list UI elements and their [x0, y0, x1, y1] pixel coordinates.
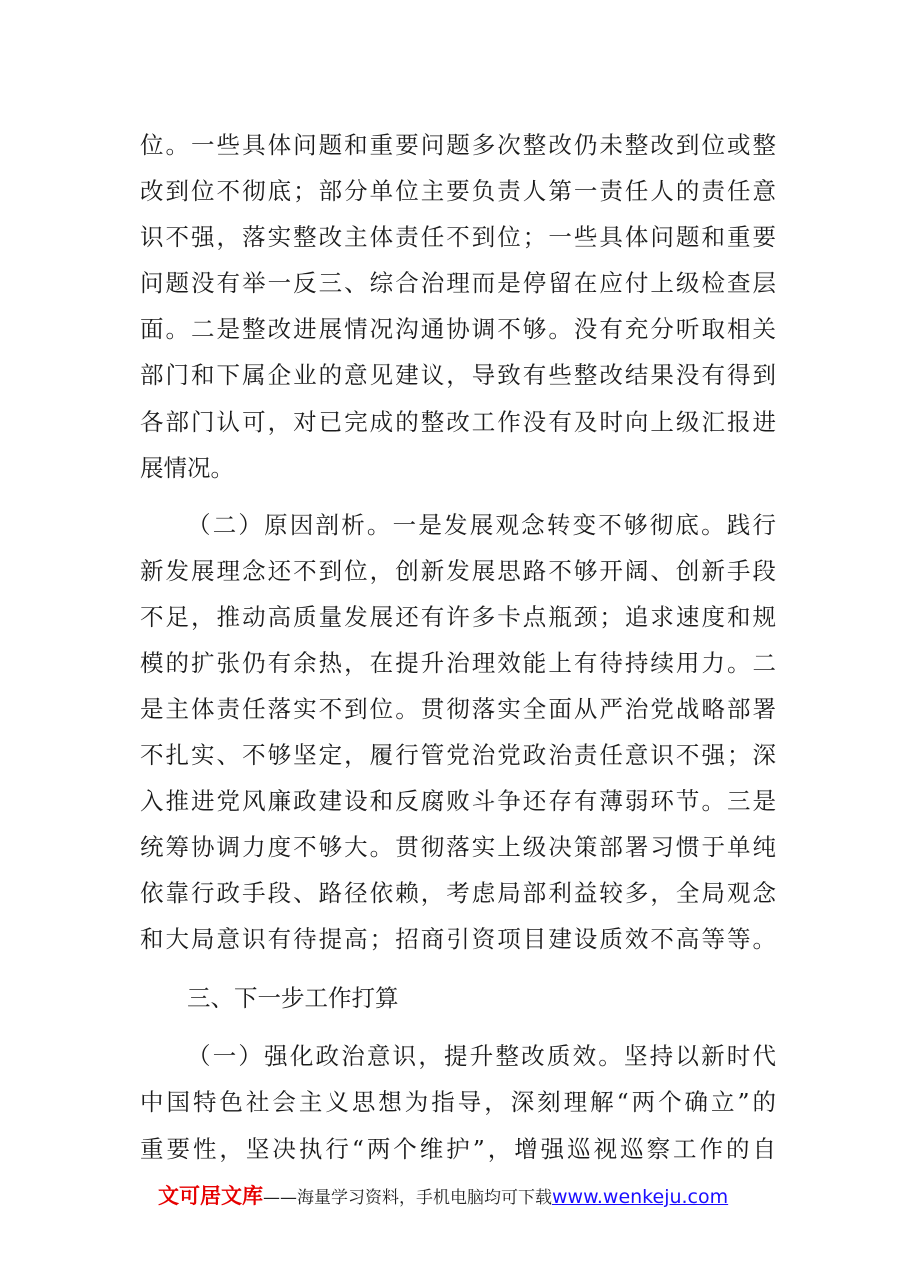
paragraph-line: 和大局意识有待提高；招商引资项目建设质效不高等等。 [140, 925, 776, 953]
paragraph-line: 统筹协调力度不够大。贯彻落实上级决策部署习惯于单纯 [140, 833, 776, 861]
paragraph-line: （一）强化政治意识，提升整改质效。坚持以新时代 [187, 1042, 776, 1070]
section-heading: 三、下一步工作打算 [187, 984, 399, 1012]
paragraph-line: 各部门认可，对已完成的整改工作没有及时向上级汇报进 [140, 408, 776, 436]
paragraph-line: 是主体责任落实不到位。贯彻落实全面从严治党战略部署 [140, 695, 776, 723]
brand-name: 文可居文库 [158, 1184, 263, 1208]
paragraph-line: 部门和下属企业的意见建议，导致有些整改结果没有得到 [140, 361, 776, 389]
website-link[interactable]: www.wenkeju.com [552, 1186, 729, 1208]
footer-description: 海量学习资料，手机电脑均可下载 [297, 1188, 552, 1208]
footer-banner [158, 1180, 728, 1216]
paragraph-line: 新发展理念还不到位，创新发展思路不够开阔、创新手段 [140, 557, 776, 585]
footer-dash: —— [263, 1188, 297, 1208]
paragraph-line: 不足，推动高质量发展还有许多卡点瓶颈；追求速度和规 [140, 603, 776, 631]
paragraph-line: 依靠行政手段、路径依赖，考虑局部利益较多，全局观念 [140, 879, 776, 907]
paragraph-line: 面。二是整改进展情况沟通协调不够。没有充分听取相关 [140, 315, 776, 343]
paragraph-line: 入推进党风廉政建设和反腐败斗争还存有薄弱环节。三是 [140, 787, 776, 815]
paragraph-line: 模的扩张仍有余热，在提升治理效能上有待持续用力。二 [140, 649, 776, 677]
paragraph-line: 不扎实、不够坚定，履行管党治党政治责任意识不强；深 [140, 741, 776, 769]
paragraph-line: 问题没有举一反三、综合治理而是停留在应付上级检查层 [140, 269, 776, 297]
paragraph-line: 重要性，坚决执行“两个维护”，增强巡视巡察工作的自 [140, 1135, 776, 1163]
paragraph-line: （二）原因剖析。一是发展观念转变不够彻底。践行 [187, 511, 776, 539]
paragraph-line: 中国特色社会主义思想为指导，深刻理解“两个确立”的 [140, 1088, 776, 1116]
paragraph-line: 位。一些具体问题和重要问题多次整改仍未整改到位或整 [140, 131, 776, 159]
paragraph-line: 改到位不彻底；部分单位主要负责人第一责任人的责任意 [140, 177, 776, 205]
paragraph-line: 展情况。 [140, 454, 234, 482]
paragraph-line: 识不强，落实整改主体责任不到位；一些具体问题和重要 [140, 223, 776, 251]
